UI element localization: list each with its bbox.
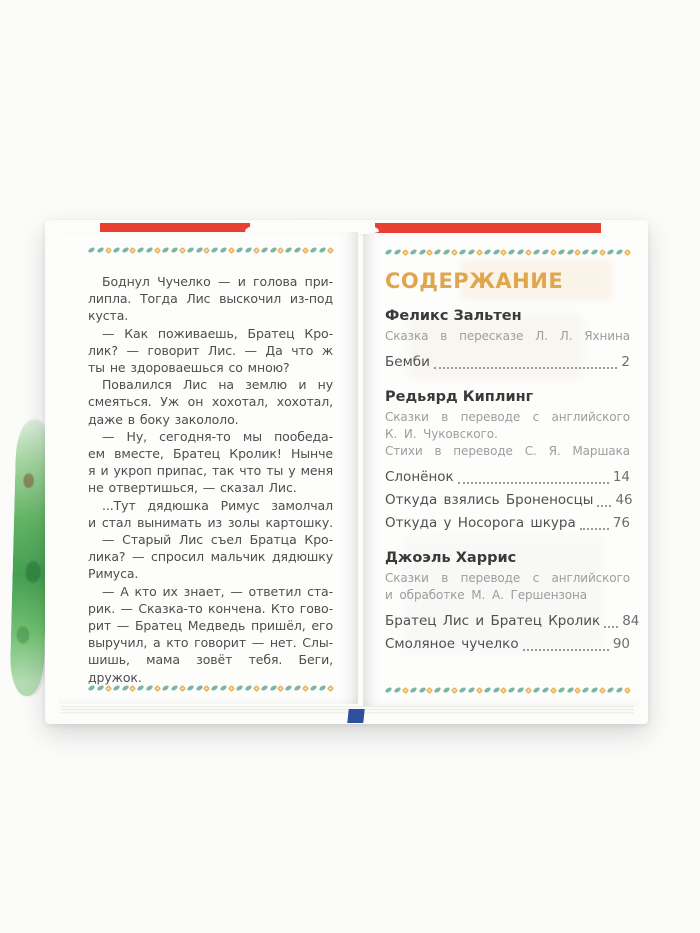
leaf-ornament-icon bbox=[244, 246, 252, 253]
leaf-ornament-icon bbox=[384, 248, 392, 255]
leaf-ornament-icon bbox=[244, 684, 252, 691]
leaf-ornament-icon bbox=[146, 246, 154, 253]
toc-entry-page: 2 bbox=[621, 354, 630, 370]
dotted-leader bbox=[597, 505, 611, 507]
diamond-ornament-icon bbox=[129, 246, 136, 253]
leaf-ornament-icon bbox=[582, 248, 590, 255]
right-page bbox=[363, 234, 638, 706]
diamond-ornament-icon bbox=[426, 248, 433, 255]
leaf-ornament-icon bbox=[393, 686, 401, 693]
diamond-ornament-icon bbox=[327, 684, 334, 691]
leaf-ornament-icon bbox=[615, 248, 623, 255]
leaf-ornament-icon bbox=[384, 686, 392, 693]
story-line: липла. Тогда Лис выскочил из-под bbox=[88, 291, 333, 307]
leaf-ornament-icon bbox=[87, 684, 95, 691]
toc-entry-page: 84 bbox=[622, 613, 640, 629]
toc-entry bbox=[385, 466, 630, 489]
open-book bbox=[45, 220, 648, 724]
story-line: куста. bbox=[88, 308, 129, 324]
diamond-ornament-icon bbox=[253, 684, 260, 691]
toc-title: СОДЕРЖАНИЕ bbox=[385, 269, 564, 293]
diamond-ornament-icon bbox=[574, 686, 581, 693]
leaf-ornament-icon bbox=[541, 248, 549, 255]
story-line: рит — Братец Медведь пришёл, его bbox=[88, 618, 333, 634]
leaf-ornament-icon bbox=[137, 246, 145, 253]
leaf-ornament-icon bbox=[170, 684, 178, 691]
story-line: лика? — спросил мальчик дядюшку bbox=[88, 549, 333, 565]
leaf-ornament-icon bbox=[318, 246, 326, 253]
story-line: лик? — говорит Лис. — Да что ж bbox=[88, 342, 333, 358]
toc-entry bbox=[385, 512, 630, 535]
diamond-ornament-icon bbox=[179, 246, 186, 253]
toc-entry-page: 46 bbox=[615, 492, 633, 508]
story-line: Боднул Чучелко — и голова при- bbox=[102, 274, 333, 289]
dotted-leader bbox=[604, 626, 618, 628]
story-line: шишь, мама зовёт тебя. Беги, дружок. bbox=[88, 652, 333, 685]
diamond-ornament-icon bbox=[228, 684, 235, 691]
diamond-ornament-icon bbox=[129, 684, 136, 691]
story-line: выручил, а кто говорит — нет. Слы- bbox=[88, 635, 333, 651]
decorative-border-bottom-right bbox=[363, 685, 638, 695]
story-line: ...Тут дядюшка Римус замолчал bbox=[102, 497, 333, 513]
toc-entry bbox=[385, 489, 633, 512]
diamond-ornament-icon bbox=[451, 686, 458, 693]
leaf-ornament-icon bbox=[409, 686, 417, 693]
leaf-ornament-icon bbox=[170, 246, 178, 253]
story-line: даже в боку закололо. bbox=[88, 411, 239, 427]
leaf-ornament-icon bbox=[541, 686, 549, 693]
decorative-border-bottom-left bbox=[58, 683, 358, 693]
leaf-ornament-icon bbox=[211, 684, 219, 691]
leaf-ornament-icon bbox=[591, 686, 599, 693]
toc-entry-title: Братец Лис и Братец Кролик bbox=[385, 613, 601, 629]
toc-author: Редьярд Киплинг bbox=[385, 389, 534, 405]
diamond-ornament-icon bbox=[500, 686, 507, 693]
story-line: — Как поживаешь, Братец Кро- bbox=[102, 325, 333, 341]
leaf-ornament-icon bbox=[434, 686, 442, 693]
leaf-ornament-icon bbox=[294, 246, 302, 253]
leaf-ornament-icon bbox=[220, 246, 228, 253]
toc-note: и обработке М. А. Гершензона bbox=[385, 588, 587, 602]
diamond-ornament-icon bbox=[277, 684, 284, 691]
leaf-ornament-icon bbox=[318, 684, 326, 691]
left-page bbox=[58, 232, 358, 704]
decorative-border-top-left bbox=[88, 245, 333, 255]
toc-entry-page: 76 bbox=[612, 515, 630, 531]
leaf-ornament-icon bbox=[186, 246, 194, 253]
toc-entry-title: Бемби bbox=[385, 354, 430, 370]
decorative-border-top-right bbox=[385, 247, 630, 257]
leaf-ornament-icon bbox=[508, 686, 516, 693]
leaf-ornament-icon bbox=[112, 684, 120, 691]
story-line: ты не здороваешься со мною? bbox=[88, 360, 290, 376]
leaf-ornament-icon bbox=[607, 686, 615, 693]
leaf-ornament-icon bbox=[211, 246, 219, 253]
dotted-leader bbox=[458, 482, 609, 484]
leaf-ornament-icon bbox=[483, 248, 491, 255]
toc-entry-page: 14 bbox=[612, 469, 630, 485]
diamond-ornament-icon bbox=[476, 248, 483, 255]
leaf-ornament-icon bbox=[582, 686, 590, 693]
leaf-ornament-icon bbox=[591, 248, 599, 255]
diamond-ornament-icon bbox=[624, 686, 631, 693]
leaf-ornament-icon bbox=[236, 246, 244, 253]
leaf-ornament-icon bbox=[607, 248, 615, 255]
toc-entry-title: Смоляное чучелко bbox=[385, 636, 519, 652]
leaf-ornament-icon bbox=[260, 246, 268, 253]
story-line: — Ну, сегодня-то мы пообеда- bbox=[102, 428, 333, 444]
diamond-ornament-icon bbox=[154, 246, 161, 253]
diamond-ornament-icon bbox=[253, 246, 260, 253]
diamond-ornament-icon bbox=[203, 684, 210, 691]
cover-red-band-right bbox=[375, 223, 601, 233]
blue-spine-mark bbox=[347, 709, 364, 723]
leaf-ornament-icon bbox=[467, 248, 475, 255]
toc-author: Джоэль Харрис bbox=[385, 550, 517, 566]
story-line: — А кто их знает, — ответил ста- bbox=[102, 583, 333, 599]
toc-entry bbox=[385, 610, 640, 633]
toc-author: Феликс Зальтен bbox=[385, 308, 522, 324]
leaf-ornament-icon bbox=[146, 684, 154, 691]
leaf-ornament-icon bbox=[87, 246, 95, 253]
toc-entry-title: Откуда у Носорога шкура bbox=[385, 515, 576, 531]
dotted-leader bbox=[580, 528, 609, 530]
story-line: Повалился Лис на землю и ну bbox=[102, 377, 333, 393]
leaf-ornament-icon bbox=[458, 248, 466, 255]
leaf-ornament-icon bbox=[310, 684, 318, 691]
toc-note: Сказки в переводе с английского bbox=[385, 571, 630, 585]
story-line: и стал вынимать из золы картошку. bbox=[88, 514, 333, 530]
leaf-ornament-icon bbox=[517, 686, 525, 693]
leaf-ornament-icon bbox=[533, 686, 541, 693]
leaf-ornament-icon bbox=[285, 684, 293, 691]
story-line: не отвертишься, — сказал Лис. bbox=[88, 480, 297, 496]
leaf-ornament-icon bbox=[557, 248, 565, 255]
toc-note: Стихи в переводе С. Я. Маршака bbox=[385, 444, 630, 458]
diamond-ornament-icon bbox=[154, 684, 161, 691]
toc-entry bbox=[385, 351, 630, 374]
toc-entry-title: Слонёнок bbox=[385, 469, 454, 485]
leaf-ornament-icon bbox=[483, 686, 491, 693]
diamond-ornament-icon bbox=[277, 246, 284, 253]
toc-sections bbox=[385, 308, 640, 656]
diamond-ornament-icon bbox=[599, 248, 606, 255]
story-paragraph bbox=[88, 583, 333, 686]
diamond-ornament-icon bbox=[302, 684, 309, 691]
leaf-ornament-icon bbox=[310, 246, 318, 253]
story-line: рик. — Сказка-то кончена. Кто гово- bbox=[88, 600, 333, 616]
toc-entry-list bbox=[385, 351, 630, 374]
diamond-ornament-icon bbox=[574, 248, 581, 255]
toc-section bbox=[385, 389, 633, 535]
story-paragraph bbox=[88, 325, 333, 377]
diamond-ornament-icon bbox=[402, 686, 409, 693]
toc-entry-page: 90 bbox=[612, 636, 630, 652]
diamond-ornament-icon bbox=[500, 248, 507, 255]
dotted-leader bbox=[434, 367, 618, 369]
leaf-ornament-icon bbox=[615, 686, 623, 693]
leaf-ornament-icon bbox=[443, 248, 451, 255]
diamond-ornament-icon bbox=[550, 248, 557, 255]
story-paragraph bbox=[88, 376, 333, 428]
story-paragraph bbox=[88, 428, 333, 497]
leaf-ornament-icon bbox=[443, 686, 451, 693]
diamond-ornament-icon bbox=[203, 246, 210, 253]
leaf-ornament-icon bbox=[434, 248, 442, 255]
toc-section bbox=[385, 550, 640, 656]
leaf-ornament-icon bbox=[467, 686, 475, 693]
diamond-ornament-icon bbox=[228, 246, 235, 253]
leaf-ornament-icon bbox=[96, 684, 104, 691]
leaf-ornament-icon bbox=[409, 248, 417, 255]
story-paragraph bbox=[88, 531, 333, 583]
diamond-ornament-icon bbox=[476, 686, 483, 693]
leaf-ornament-icon bbox=[112, 246, 120, 253]
leaf-ornament-icon bbox=[161, 246, 169, 253]
leaf-ornament-icon bbox=[96, 246, 104, 253]
diamond-ornament-icon bbox=[624, 248, 631, 255]
toc-section bbox=[385, 308, 630, 374]
leaf-ornament-icon bbox=[220, 684, 228, 691]
leaf-ornament-icon bbox=[458, 686, 466, 693]
toc-entry bbox=[385, 633, 630, 656]
diamond-ornament-icon bbox=[599, 686, 606, 693]
diamond-ornament-icon bbox=[451, 248, 458, 255]
leaf-ornament-icon bbox=[557, 686, 565, 693]
story-line: Римуса. bbox=[88, 566, 139, 582]
leaf-ornament-icon bbox=[533, 248, 541, 255]
leaf-ornament-icon bbox=[294, 684, 302, 691]
leaf-ornament-icon bbox=[137, 684, 145, 691]
leaf-ornament-icon bbox=[285, 246, 293, 253]
diamond-ornament-icon bbox=[302, 246, 309, 253]
story-text-block bbox=[88, 273, 333, 686]
story-paragraph bbox=[88, 273, 333, 325]
toc-entry-list bbox=[385, 610, 640, 656]
diamond-ornament-icon bbox=[105, 246, 112, 253]
toc-entry-title: Откуда взялись Броненосцы bbox=[385, 492, 594, 508]
story-line: смеяться. Уж он хохотал, хохотал, bbox=[88, 394, 333, 410]
story-line: я и укроп припас, так что ты у меня bbox=[88, 463, 333, 479]
diamond-ornament-icon bbox=[105, 684, 112, 691]
toc-note: Сказки в переводе с английского bbox=[385, 410, 630, 424]
leaf-ornament-icon bbox=[236, 684, 244, 691]
story-line: — Старый Лис съел Братца Кро- bbox=[102, 532, 333, 548]
story-line: ем вместе, Братец Кролик! Нынче bbox=[88, 446, 333, 462]
diamond-ornament-icon bbox=[525, 686, 532, 693]
leaf-ornament-icon bbox=[161, 684, 169, 691]
diamond-ornament-icon bbox=[327, 246, 334, 253]
leaf-ornament-icon bbox=[260, 684, 268, 691]
dotted-leader bbox=[523, 649, 609, 651]
leaf-ornament-icon bbox=[517, 248, 525, 255]
toc-entry-list bbox=[385, 466, 633, 535]
diamond-ornament-icon bbox=[525, 248, 532, 255]
leaf-ornament-icon bbox=[393, 248, 401, 255]
diamond-ornament-icon bbox=[550, 686, 557, 693]
diamond-ornament-icon bbox=[179, 684, 186, 691]
toc-note: К. И. Чуковского. bbox=[385, 427, 498, 441]
diamond-ornament-icon bbox=[402, 248, 409, 255]
leaf-ornament-icon bbox=[508, 248, 516, 255]
diamond-ornament-icon bbox=[426, 686, 433, 693]
toc-note: Сказка в пересказе Л. Л. Яхнина bbox=[385, 329, 630, 343]
story-paragraph bbox=[88, 497, 333, 531]
leaf-ornament-icon bbox=[186, 684, 194, 691]
